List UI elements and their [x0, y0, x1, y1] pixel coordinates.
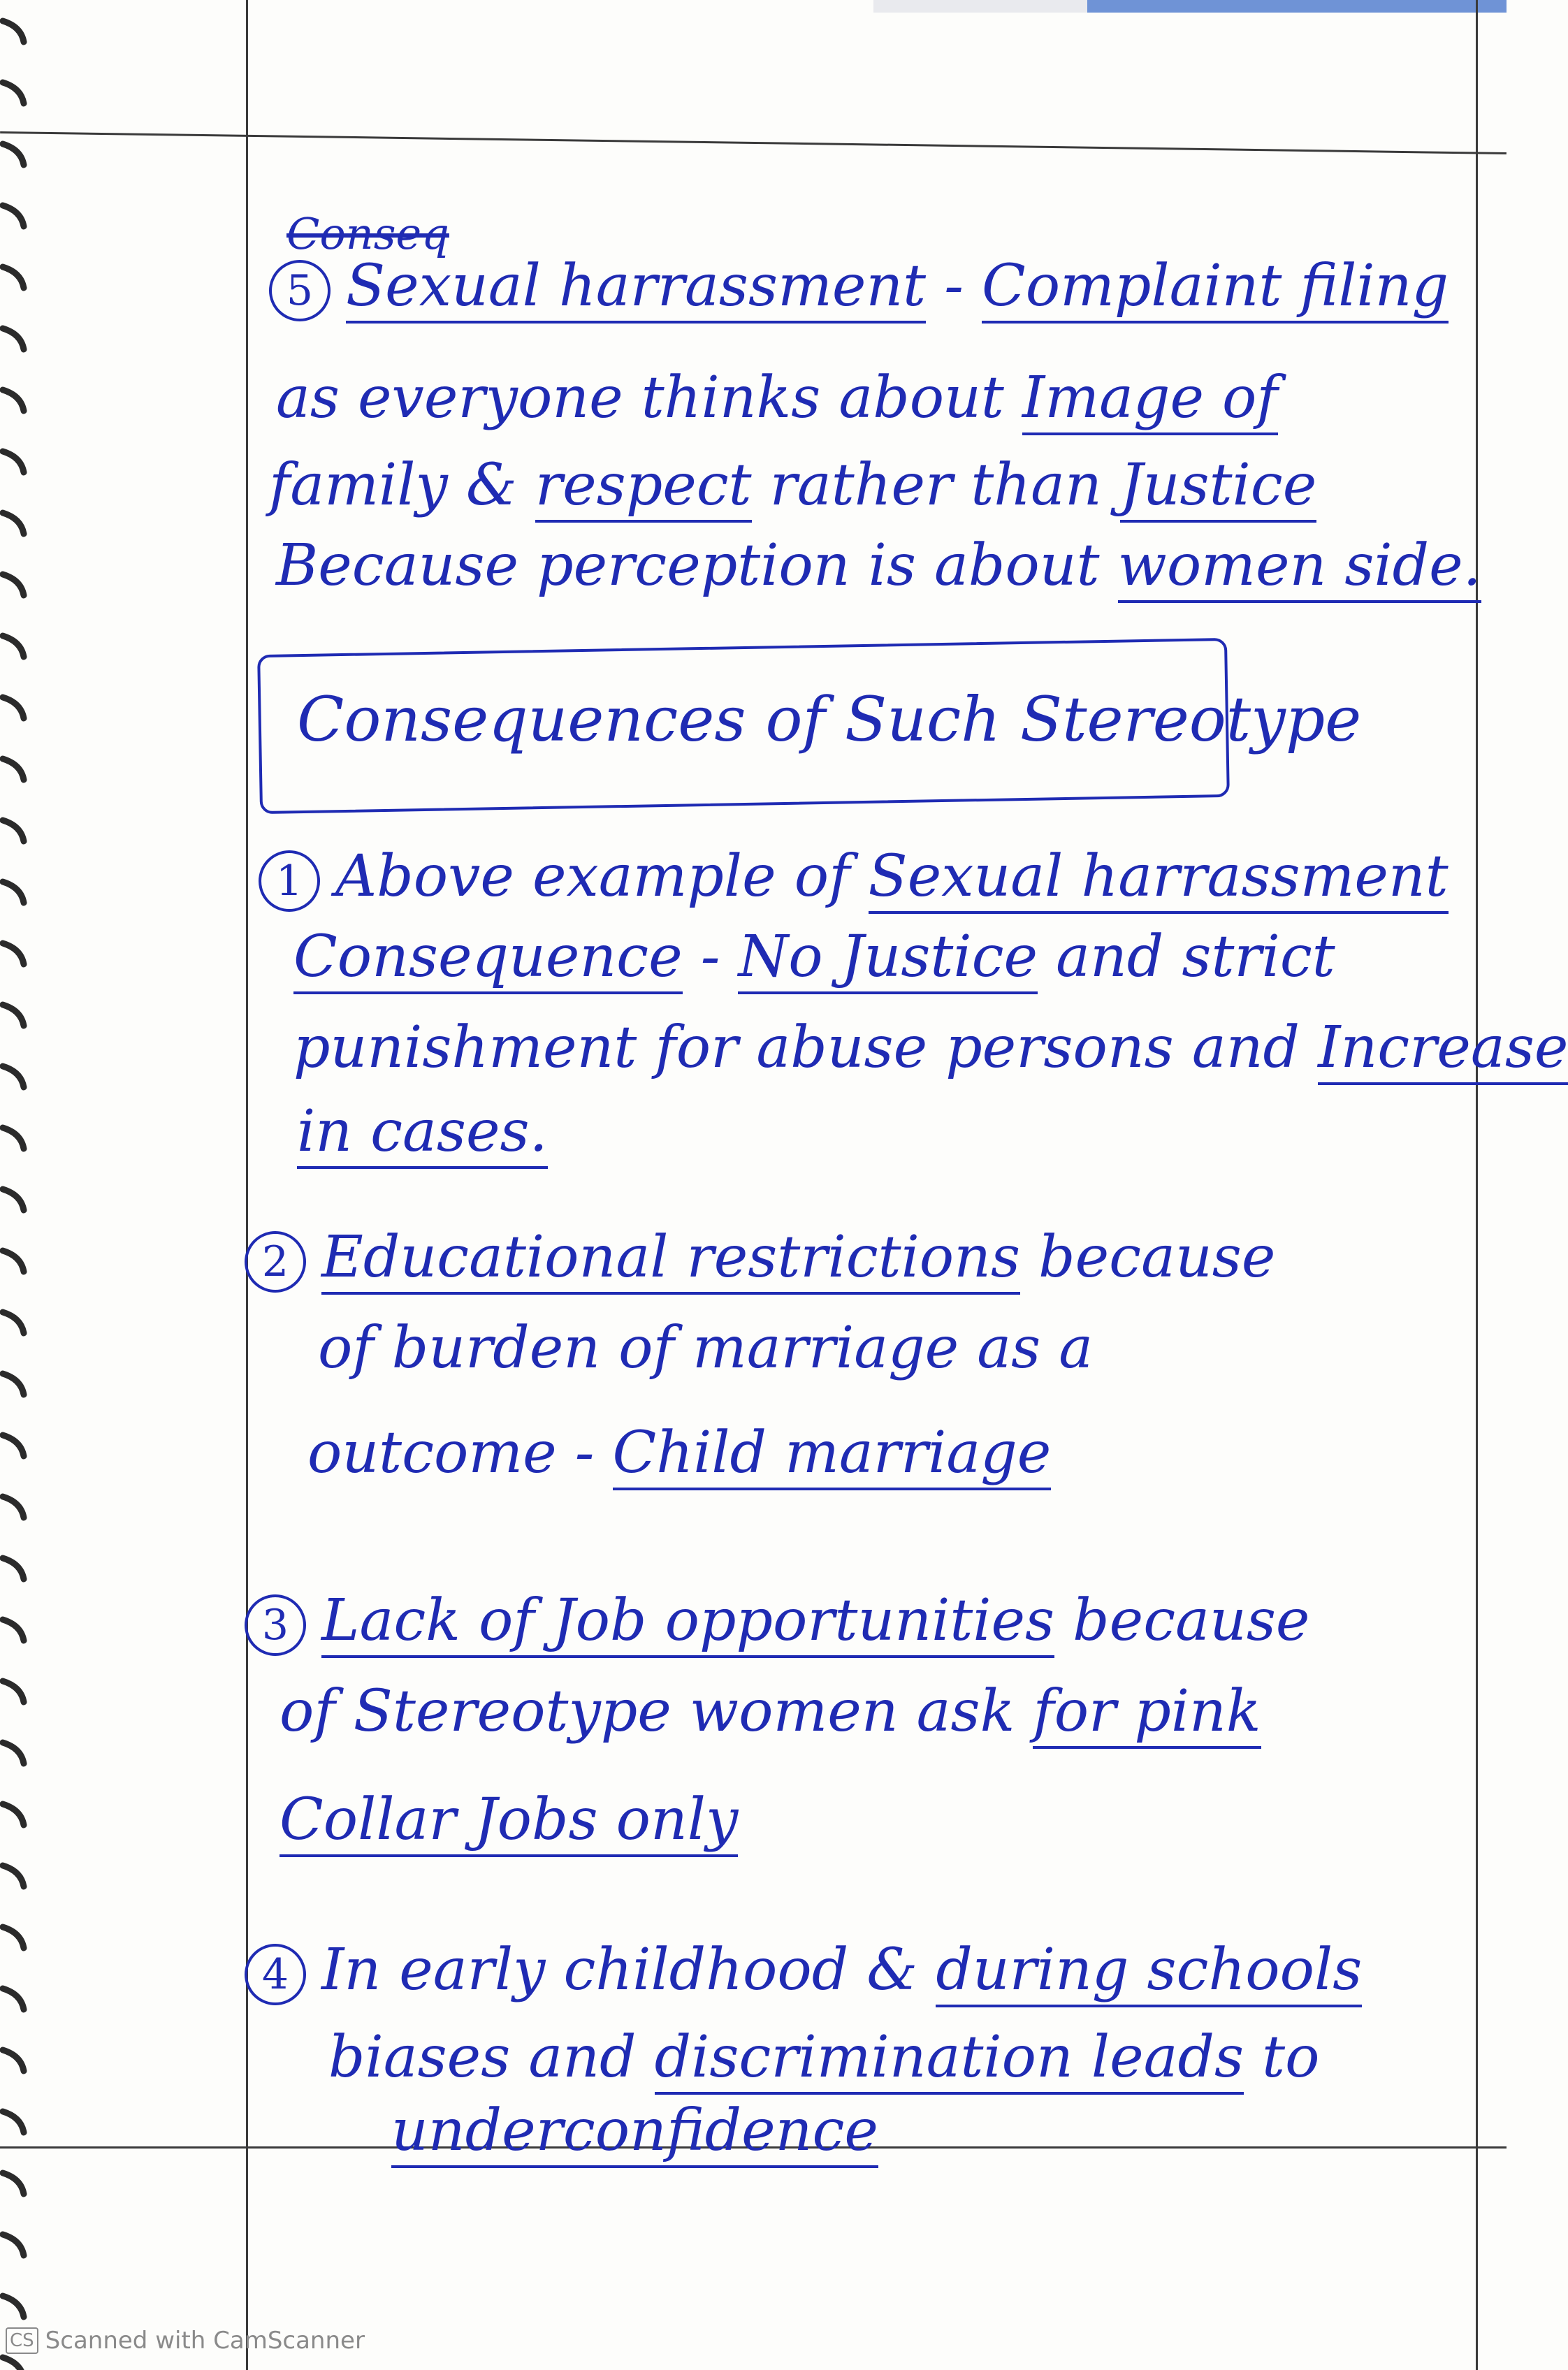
consequence-4-line-3 — [391, 2096, 878, 2166]
consequence-text: Above example of — [335, 843, 869, 910]
spiral-ring — [3, 574, 24, 595]
spiral-ring — [3, 82, 24, 103]
point-5-text: Because perception is about — [276, 532, 1118, 599]
spiral-ring — [3, 451, 24, 472]
point-5-text: family & — [269, 452, 535, 518]
consequence-1-line-2 — [293, 922, 1335, 992]
consequence-underlined: in cases. — [297, 1098, 548, 1169]
consequence-text: of burden of marriage as a — [318, 1315, 1094, 1381]
consequence-text: - — [682, 924, 739, 990]
consequence-4-line-1 — [245, 1935, 1362, 2005]
consequence-3-line-3 — [280, 1785, 738, 1855]
spiral-ring — [3, 144, 24, 165]
spiral-ring — [3, 1927, 24, 1948]
consequence-3-number: 3 — [245, 1594, 306, 1656]
consequence-text: because — [1054, 1587, 1310, 1654]
spiral-ring — [3, 943, 24, 964]
consequence-underlined: Sexual harrassment — [869, 843, 1449, 914]
consequence-underlined: during schools — [936, 1937, 1362, 2007]
spiral-ring — [3, 1312, 24, 1333]
spiral-ring — [3, 2296, 24, 2317]
consequence-2-line-3 — [307, 1418, 1051, 1488]
spiral-ring — [3, 636, 24, 657]
consequence-4-line-2 — [328, 2023, 1319, 2093]
spiral-ring — [3, 1558, 24, 1579]
spiral-ring — [3, 1374, 24, 1395]
watermark-text: Scanned with CamScanner — [45, 2327, 365, 2355]
point-5-line-1 — [269, 252, 1449, 321]
spiral-ring — [3, 1497, 24, 1518]
consequence-1-line-3 — [293, 1013, 1568, 1083]
spiral-ring — [3, 1743, 24, 1764]
consequence-underlined: discrimination leads — [655, 2024, 1244, 2095]
spiral-ring — [3, 513, 24, 534]
consequence-1-line-1 — [259, 842, 1449, 912]
consequence-underlined: Consequence — [293, 924, 683, 994]
point-5-line-4 — [276, 531, 1481, 601]
consequence-3-line-1 — [245, 1586, 1309, 1656]
point-5-number: 5 — [269, 260, 331, 321]
spiral-ring — [3, 1251, 24, 1272]
consequence-2-number: 2 — [245, 1231, 306, 1293]
spiral-binding — [0, 0, 35, 2370]
consequence-text: of Stereotype women ask — [280, 1678, 1033, 1745]
point-5-underlined: respect — [535, 452, 752, 523]
consequence-text: outcome - — [307, 1420, 613, 1486]
spiral-ring — [3, 1005, 24, 1026]
spiral-ring — [3, 820, 24, 841]
consequence-underlined: for pink — [1033, 1678, 1261, 1749]
spiral-ring — [3, 205, 24, 226]
consequence-4-number: 4 — [245, 1944, 306, 2005]
spiral-ring — [3, 1128, 24, 1149]
consequence-text: and strict — [1038, 924, 1335, 990]
spiral-ring — [3, 2234, 24, 2255]
left-margin-line — [246, 0, 248, 2370]
spiral-ring — [3, 1066, 24, 1087]
spiral-ring — [3, 1435, 24, 1456]
point-5-subtopic: Complaint filing — [982, 253, 1449, 323]
consequence-underlined: Educational restrictions — [321, 1224, 1020, 1295]
spiral-ring — [3, 697, 24, 718]
consequence-2-line-1 — [245, 1223, 1275, 1293]
scanner-watermark — [6, 2327, 365, 2355]
point-5-underlined: women side. — [1118, 532, 1481, 603]
consequence-underlined: Child marriage — [613, 1420, 1052, 1490]
spiral-ring — [3, 328, 24, 349]
consequence-text: punishment for abuse persons and — [293, 1015, 1319, 1081]
spiral-ring — [3, 882, 24, 903]
consequence-text: In early childhood & — [321, 1937, 936, 2003]
point-5-separator: - — [926, 253, 982, 319]
point-5-line-2 — [276, 363, 1278, 433]
point-5-underlined: Image of — [1022, 365, 1278, 435]
point-5-topic: Sexual harrassment — [346, 253, 926, 323]
spiral-ring — [3, 267, 24, 288]
consequence-3-line-2 — [280, 1677, 1261, 1747]
crossed-out-word: Conseq — [286, 208, 449, 259]
adjacent-page-edge — [873, 0, 1507, 13]
consequence-underlined: Lack of Job opportunities — [321, 1587, 1054, 1658]
consequence-underlined: Collar Jobs only — [280, 1787, 738, 1857]
point-5-line-3 — [269, 451, 1316, 521]
spiral-ring — [3, 1866, 24, 1886]
spiral-ring — [3, 390, 24, 411]
spiral-ring — [3, 1804, 24, 1825]
spiral-ring — [3, 2173, 24, 2194]
spiral-ring — [3, 1681, 24, 1702]
top-rule-line — [0, 131, 1507, 154]
consequence-text: biases and — [328, 2024, 655, 2091]
point-5-text: rather than — [751, 452, 1120, 518]
consequence-underlined: underconfidence — [391, 2098, 878, 2168]
spiral-ring — [3, 1189, 24, 1210]
consequence-1-number: 1 — [259, 850, 320, 912]
spiral-ring — [3, 2357, 24, 2370]
consequence-underlined: No Justice — [738, 924, 1038, 994]
point-5-underlined: Justice — [1120, 452, 1316, 523]
section-heading: Consequences of Such Stereotype — [297, 683, 1362, 755]
spiral-ring — [3, 2111, 24, 2132]
consequence-1-line-4 — [297, 1097, 548, 1167]
spiral-ring — [3, 2050, 24, 2071]
consequence-text: because — [1020, 1224, 1276, 1291]
consequence-2-line-2 — [318, 1314, 1093, 1383]
consequence-underlined: Increase — [1318, 1015, 1568, 1085]
spiral-ring — [3, 21, 24, 42]
spiral-ring — [3, 1620, 24, 1641]
spiral-ring — [3, 759, 24, 780]
spiral-ring — [3, 1989, 24, 2009]
camscanner-logo: CS — [6, 2327, 38, 2354]
point-5-text: as everyone thinks about — [276, 365, 1022, 431]
consequence-text: to — [1244, 2024, 1320, 2091]
right-margin-line — [1476, 0, 1478, 2370]
